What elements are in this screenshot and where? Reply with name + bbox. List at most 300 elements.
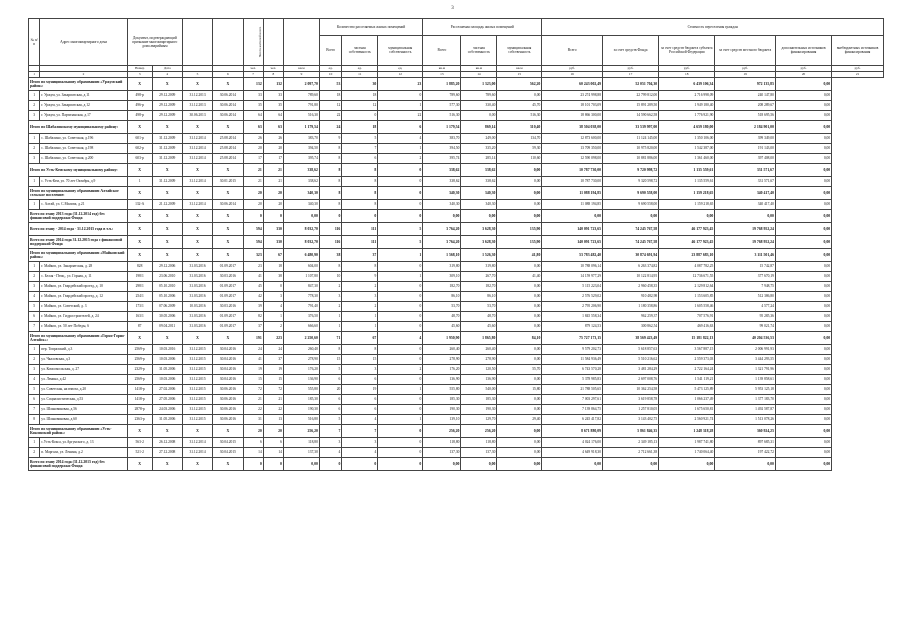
subtotal-cell: 8 (342, 164, 378, 177)
table-cell: 30.06.2016 (213, 395, 243, 405)
table-cell: 5 473 125,89 (659, 385, 715, 395)
table-cell: 191 143,00 (715, 144, 776, 154)
table-cell: 31.12.2014 (182, 154, 212, 164)
table-cell: 0 (378, 355, 423, 365)
subtotal-cell: X (152, 121, 182, 134)
table-cell: 2 349 185,13 (603, 438, 659, 448)
table-cell: 8 (29, 415, 40, 425)
table-cell: 0,00 (497, 355, 542, 365)
table-cell: 278,90 (423, 355, 461, 365)
table-cell: 0 (263, 282, 283, 292)
table-cell: 31.12.2013 (182, 101, 212, 111)
subtotal-cell: 40 204 536,53 (715, 332, 776, 345)
subtotal-cell: 38 504 038,00 (542, 121, 603, 134)
address-cell: ул. Шлаковиковая, д.60 (40, 415, 128, 425)
subtotal-cell: X (127, 164, 152, 177)
column-index-cell: 9 (283, 72, 319, 78)
subtotal-cell: 323 (243, 249, 263, 262)
table-cell: 22 (378, 111, 423, 121)
header-cost-regional: за счет средств бюджета субъекта Российской Федерации (659, 35, 715, 65)
table-cell: 4 (29, 375, 40, 385)
table-cell: 555,80 (423, 385, 461, 395)
subtotal-cell: 23 887 683,10 (659, 249, 715, 262)
subtotal-cell: 63 (243, 121, 263, 134)
table-cell: 2 (378, 365, 423, 375)
address-cell: с. Шабалино, ул. Советская, д.196 (40, 134, 128, 144)
subtotal-cell: 0 (319, 458, 341, 471)
address-cell: ул. Ленина, д.42 (40, 375, 128, 385)
table-cell: 41 (243, 272, 263, 282)
table-cell: 1 776 921,90 (659, 111, 715, 121)
table-cell: 778,30 (283, 292, 319, 302)
table-cell: 136,90 (283, 375, 319, 385)
table-cell: 20 (319, 385, 341, 395)
table-cell: 29.12.2006 (152, 262, 182, 272)
table-cell: 31.03.2016 (182, 292, 212, 302)
subtotal-cell: 1 135 559,61 (659, 164, 715, 177)
table-cell: 86,10 (461, 292, 497, 302)
table-cell: 6 263 374,82 (603, 262, 659, 272)
table-cell: 240 147,80 (715, 91, 776, 101)
table-cell: 1 (378, 144, 423, 154)
subtotal-cell: X (127, 458, 152, 471)
table-cell: 10.03.2006 (152, 375, 182, 385)
table-cell: 24.03.2006 (152, 405, 182, 415)
subtotal-cell: 360 924,25 (715, 425, 776, 438)
table-cell: 132-А (127, 200, 152, 210)
table-cell: 30.04.2016 (213, 355, 243, 365)
subtotal-cell: X (152, 249, 182, 262)
table-cell: 9 320 598,72 (603, 177, 659, 187)
resettlement-table (28, 18, 884, 471)
table-cell: 395,74 (283, 154, 319, 164)
table-cell: 173/1 (127, 302, 152, 312)
column-index-cell: 16 (542, 72, 603, 78)
subtotal-cell: X (182, 236, 212, 249)
subtotal-cell: X (152, 236, 182, 249)
table-cell: 31.12.2015 (182, 395, 212, 405)
header-num: № п/п (29, 19, 40, 66)
table-cell: 1418-р (127, 385, 152, 395)
address-cell: г. Майкоп, ул. Гидростроителей, д. 24 (40, 312, 128, 322)
table-cell: 6 743 570,28 (542, 365, 603, 375)
table-cell: 30.06.2016 (213, 385, 243, 395)
table-cell: 789,60 (461, 91, 497, 101)
subtotal-cell: 7 (342, 425, 378, 438)
table-cell: 0,00 (497, 395, 542, 405)
subtotal-cell: 8 032,70 (283, 223, 319, 236)
subtotal-cell: X (213, 425, 243, 438)
table-cell: 2 716 998,09 (659, 91, 715, 101)
table-row (29, 312, 884, 322)
table-cell: 0,00 (775, 415, 831, 425)
subtotal-cell: 972 135,85 (715, 78, 776, 91)
table-cell: 338,62 (461, 177, 497, 187)
table-cell: 0 (378, 375, 423, 385)
subtotal-label: Итого по муниципальному образованию Алтайское сельское поселение: (29, 187, 128, 200)
subtotal-cell: X (152, 78, 182, 91)
subtotal-cell: 0 (243, 458, 263, 471)
table-cell: 95 285,36 (715, 312, 776, 322)
subtotal-cell: 37 (342, 249, 378, 262)
subtotal-cell: 75 727 173,15 (542, 332, 603, 345)
subtotal-cell: 8 (319, 164, 341, 177)
table-cell: 0,00 (497, 302, 542, 312)
table-cell: 0,00 (775, 177, 831, 187)
subtotal-label: Итого по Усть-Кемскому муниципальному району: (29, 164, 128, 177)
table-cell: 6 (342, 395, 378, 405)
address-cell: ул. Комсомольская, д. 27 (40, 365, 128, 375)
header-cost-extra: дополнительных источников финансирования (775, 35, 831, 65)
table-cell: 21 (263, 177, 283, 187)
table-cell: 6 (263, 438, 283, 448)
table-cell: 45,60 (461, 322, 497, 332)
subtotal-cell: 4 659 180,00 (659, 121, 715, 134)
table-cell: 29.12.2009 (152, 91, 182, 101)
table-cell: 35 (243, 101, 263, 111)
table-cell: 1 (29, 91, 40, 101)
table-cell: 24 (263, 345, 283, 355)
address-cell: г. Уржум, ул. Партизанская, д.17 (40, 111, 128, 121)
table-cell: 3 (319, 438, 341, 448)
table-cell: 31.12.2015 (182, 365, 212, 375)
subtotal-cell: 0,00 (461, 210, 497, 223)
table-cell: 0,00 (497, 262, 542, 272)
table-cell: 118,80 (283, 438, 319, 448)
table-cell: 05.10.2010 (152, 282, 182, 292)
table-cell: 31 (243, 415, 263, 425)
address-cell: ул. Шлаковиковая, д.56 (40, 405, 128, 415)
table-cell: 10 881 886,00 (603, 154, 659, 164)
table-cell: 182,70 (461, 282, 497, 292)
table-cell: 139,10 (423, 415, 461, 425)
subtotal-cell: 23 (378, 78, 423, 91)
table-cell: 31.12.2013 (182, 91, 212, 101)
table-cell: 10 787 730,00 (542, 177, 603, 187)
unit-cell: чел. (243, 66, 263, 72)
subtotal-cell: 330 (263, 223, 283, 236)
table-row (29, 262, 884, 272)
table-cell: 3 (342, 365, 378, 375)
subtotal-cell: 256,20 (423, 425, 461, 438)
table-cell: 2569-р (127, 375, 152, 385)
unit-cell: ед. (342, 66, 378, 72)
subtotal-cell: 1 568,10 (423, 249, 461, 262)
table-cell: 1 377 183,70 (715, 395, 776, 405)
table-cell: 604,00 (283, 262, 319, 272)
table-cell: 176,20 (423, 365, 461, 375)
subtotal-cell: 0 (263, 210, 283, 223)
table-cell: 198/1 (127, 272, 152, 282)
table-cell: 9 (342, 272, 378, 282)
column-index-cell: 11 (342, 72, 378, 78)
table-cell: 285,14 (461, 154, 497, 164)
subtotal-row (29, 458, 884, 471)
header-document: Документ, подтверждающий признание многоквартирного дома аварийным (127, 19, 182, 66)
header-planned-demolition (213, 19, 243, 66)
table-cell: 24 (243, 345, 263, 355)
table-cell: 0 (378, 282, 423, 292)
subtotal-cell: 38 569 423,49 (603, 332, 659, 345)
subtotal-cell: 0,00 (603, 458, 659, 471)
subtotal-cell: 3 764,20 (423, 236, 461, 249)
table-cell: 1 257 810,05 (603, 405, 659, 415)
table-cell: 340,30 (423, 200, 461, 210)
table-cell: 4 577,24 (715, 302, 776, 312)
table-cell: 300 862,54 (603, 322, 659, 332)
page-number: 3 (451, 6, 454, 11)
table-cell: 962 259,37 (603, 312, 659, 322)
table-cell: 0,00 (497, 292, 542, 302)
table-cell: 45,70 (497, 101, 542, 111)
table-cell: 22 799 812,00 (603, 91, 659, 101)
unit-cell: ед. (378, 66, 423, 72)
table-cell: 2569-р (127, 355, 152, 365)
table-cell: 563-2 (127, 438, 152, 448)
table-cell: 1 135 559,61 (659, 177, 715, 187)
table-cell: 134,70 (497, 134, 542, 144)
table-cell: 30.06.2014 (213, 101, 243, 111)
table-cell: 22 (263, 405, 283, 415)
column-index-cell: 1 (29, 72, 40, 78)
table-cell: 20 (263, 144, 283, 154)
table-cell: 879 124,53 (542, 322, 603, 332)
table-cell: 1 (29, 438, 40, 448)
table-cell: 1 (378, 272, 423, 282)
table-cell: 1 (378, 385, 423, 395)
table-cell: 340 417,40 (715, 200, 776, 210)
table-row (29, 272, 884, 282)
table-cell: 2 (378, 154, 423, 164)
table-cell: 1 605 558,46 (659, 302, 715, 312)
table-cell: 555,80 (283, 385, 319, 395)
table-cell: 8 (319, 154, 341, 164)
table-cell: 4 (342, 448, 378, 458)
subtotal-cell: X (213, 332, 243, 345)
table-cell: 37 (243, 322, 263, 332)
table-cell: 0 (378, 177, 423, 187)
table-row (29, 154, 884, 164)
subtotal-cell: 15 181 822,13 (659, 332, 715, 345)
table-cell: 4 024 176,00 (542, 438, 603, 448)
table-cell: 5 510 216,62 (603, 355, 659, 365)
table-cell: 8 (319, 177, 341, 187)
subtotal-cell: X (127, 187, 152, 200)
table-cell: 30.04.2016 (213, 345, 243, 355)
unit-cell: руб. (715, 66, 776, 72)
table-cell: 7 003 297,61 (542, 395, 603, 405)
table-cell: 53,70 (423, 302, 461, 312)
table-cell: 185,30 (461, 395, 497, 405)
unit-cell: чел. (263, 66, 283, 72)
table-cell: 0 (378, 262, 423, 272)
table-cell: 1 845 558,34 (542, 312, 603, 322)
table-cell: 9 579 202,73 (542, 345, 603, 355)
table-cell: 8 (342, 177, 378, 187)
table-cell: 30.06.2014 (213, 111, 243, 121)
table-cell: 31.12.2015 (182, 405, 212, 415)
unit-cell: руб. (659, 66, 715, 72)
address-cell: с. Шабалино, ул. Советская, д.198 (40, 144, 128, 154)
address-cell: с.Усть-Кокса, ул.Аргунского, д. 13 (40, 438, 128, 448)
table-cell: 4 (342, 415, 378, 425)
subtotal-cell: X (213, 223, 243, 236)
subtotal-cell: 8 (319, 187, 341, 200)
subtotal-cell: X (127, 78, 152, 91)
subtotal-cell: 0,00 (659, 210, 715, 223)
subtotal-cell: 67 (342, 332, 378, 345)
table-cell: 897 685,31 (715, 438, 776, 448)
table-cell: 37 (263, 355, 283, 365)
subtotal-cell: 116 (319, 223, 341, 236)
table-cell: 0,00 (775, 395, 831, 405)
subtotal-cell: 0,00 (497, 164, 542, 177)
table-row (29, 292, 884, 302)
table-cell: 2878-р (127, 405, 152, 415)
subtotal-cell: 1 248 318,28 (659, 425, 715, 438)
table-cell: 2 (29, 448, 40, 458)
table-header (29, 19, 884, 78)
table-cell: 0 (378, 322, 423, 332)
table-cell: 0,00 (775, 134, 831, 144)
subtotal-cell: 2 184 901,00 (715, 121, 776, 134)
address-cell: г. Майкоп, ул. 50 лет Победы, 6 (40, 322, 128, 332)
subtotal-cell: X (182, 164, 212, 177)
table-cell: 31.03.2016 (182, 272, 212, 282)
table-cell: 31.12.2015 (182, 375, 212, 385)
table-cell: 4 (378, 134, 423, 144)
table-cell: 21 788 505,65 (542, 385, 603, 395)
table-cell: 185,30 (283, 395, 319, 405)
table-cell: 01.09.2017 (213, 322, 243, 332)
subtotal-cell: X (213, 210, 243, 223)
subtotal-cell: 594 (243, 236, 263, 249)
table-cell: 8 (319, 144, 341, 154)
table-cell: 13 (263, 415, 283, 425)
table-cell: 182,70 (423, 282, 461, 292)
subtotal-cell: X (182, 210, 212, 223)
subtotal-cell: 340,30 (423, 187, 461, 200)
subtotal-cell: 3 111 501,46 (715, 249, 776, 262)
subtotal-cell: X (213, 249, 243, 262)
table-cell: 2 (319, 302, 341, 312)
subtotal-cell: X (127, 121, 152, 134)
unit-cell: руб. (832, 66, 884, 72)
subtotal-cell: X (182, 332, 212, 345)
table-cell: 190,30 (461, 405, 497, 415)
subtotal-cell: 63 (263, 121, 283, 134)
table-cell: 516,30 (497, 111, 542, 121)
address-cell: ул. Социалистическая, д.53 (40, 395, 128, 405)
table-cell: 3 (342, 292, 378, 302)
header-cost-local: за счет средств местного бюджета (715, 35, 776, 65)
subtotal-cell: 0 (378, 458, 423, 471)
subtotal-cell: 21 (243, 164, 263, 177)
table-cell: 666,60 (283, 322, 319, 332)
table-cell: 0,00 (775, 154, 831, 164)
table-cell: 602-р (127, 144, 152, 154)
column-index-cell: 19 (715, 72, 776, 78)
subtotal-row (29, 223, 884, 236)
table-cell: 4 (263, 302, 283, 312)
subtotal-cell: 0,00 (423, 458, 461, 471)
table-cell: 1 542 387,00 (659, 144, 715, 154)
column-index-cell: 14 (461, 72, 497, 78)
table-row (29, 448, 884, 458)
table-cell: 0,00 (497, 345, 542, 355)
column-index-cell: 18 (659, 72, 715, 78)
subtotal-row (29, 249, 884, 262)
table-cell: 1 (29, 345, 40, 355)
table-cell: 1 987 741,80 (659, 438, 715, 448)
table-cell: 31.05.2006 (152, 365, 182, 375)
table-cell: 1 107,80 (283, 272, 319, 282)
table-cell: 22 (319, 111, 341, 121)
subtotal-cell: 0 (378, 210, 423, 223)
table-cell: 1 (29, 134, 40, 144)
table-row (29, 355, 884, 365)
table-cell: 376,50 (283, 312, 319, 322)
table-cell: 1 (127, 177, 152, 187)
table-cell: 0,00 (775, 101, 831, 111)
table-cell: 3 (29, 365, 40, 375)
table-cell: 278,90 (461, 355, 497, 365)
table-cell: 8 (319, 345, 341, 355)
table-cell: 18 (319, 91, 341, 101)
subtotal-cell: 1 179,54 (283, 121, 319, 134)
table-cell: 7 (342, 144, 378, 154)
column-index-cell: 8 (263, 72, 283, 78)
table-cell: 39 (243, 302, 263, 312)
subtotal-row (29, 164, 884, 177)
table-cell: 0,00 (497, 91, 542, 101)
table-cell: 319,80 (423, 262, 461, 272)
table-cell: 0 (378, 91, 423, 101)
header-area-private: частная собственность (461, 35, 497, 65)
subtotal-cell: 0,00 (775, 236, 831, 249)
subtotal-cell: 19 768 952,24 (715, 223, 776, 236)
subtotal-cell: 0 (243, 210, 263, 223)
table-cell: 6 245 417,82 (542, 415, 603, 425)
subtotal-label: Всего по этапу 2014 года 31.12.2015 года с финансовой поддержкой Фонда (29, 236, 128, 249)
table-cell: 20 (263, 200, 283, 210)
subtotal-cell: 6 (378, 121, 423, 134)
column-index-cell: 20 (775, 72, 831, 78)
subtotal-cell: 111 (342, 236, 378, 249)
subtotal-cell: 0,00 (542, 458, 603, 471)
table-cell: 2 560 921,74 (659, 415, 715, 425)
subtotal-cell: X (152, 332, 182, 345)
table-cell: 07.06.2009 (152, 302, 182, 312)
table-cell: 22 (243, 405, 263, 415)
address-cell: п. Маргала, ул. Ленина, д.2 (40, 448, 128, 458)
subtotal-cell: 0,00 (542, 210, 603, 223)
table-cell: 23 (243, 262, 263, 272)
table-cell: 41,40 (497, 272, 542, 282)
table-cell: 298/1 (127, 282, 152, 292)
subtotal-cell: 38 (319, 249, 341, 262)
table-cell: 1 159 218,65 (659, 200, 715, 210)
header-count-municipal: муниципальная собственность (378, 35, 423, 65)
table-cell: 340,30 (461, 200, 497, 210)
table-cell: 1 (342, 312, 378, 322)
table-cell: 72 (243, 385, 263, 395)
table-cell: 18 866 300,00 (542, 111, 603, 121)
table-cell: 249,00 (461, 134, 497, 144)
subtotal-cell: 52 051 704,30 (603, 78, 659, 91)
table-cell: 129,70 (461, 415, 497, 425)
table-cell: 340,30 (283, 200, 319, 210)
